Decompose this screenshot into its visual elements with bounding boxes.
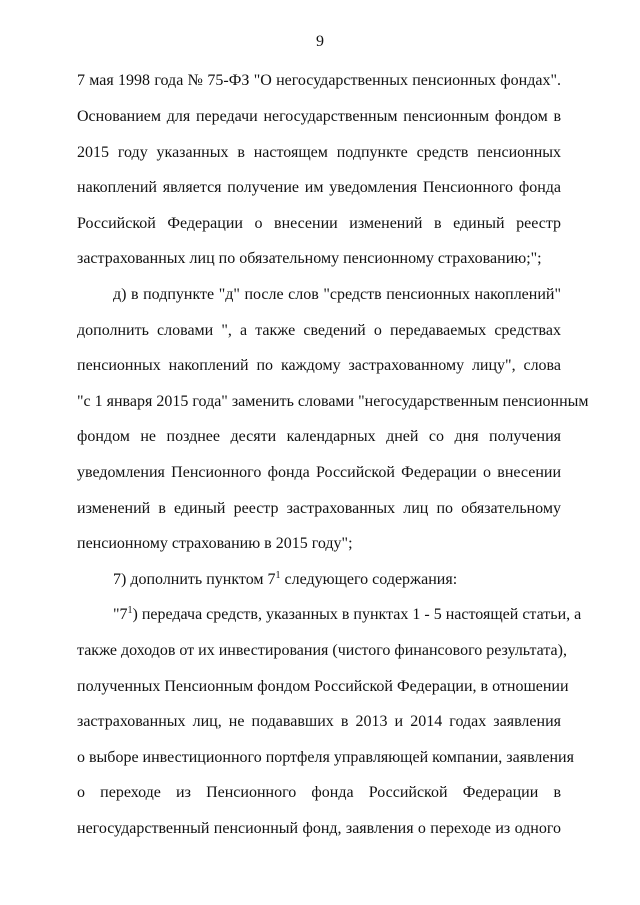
paragraph-4-superscript: 1 — [127, 605, 133, 616]
paragraph-1-line-5: Российской Федерации о внесении изменений в единый реестр — [77, 215, 561, 232]
paragraph-4-line-5: о выборе инвестиционного портфеля управляющей компании, заявления — [77, 749, 574, 766]
paragraph-1-line-1: 7 мая 1998 года № 75-ФЗ "О негосударственных пенсионных фондах". — [77, 72, 561, 89]
paragraph-3 — [113, 570, 561, 590]
page-number: 9 — [316, 33, 324, 50]
paragraph-4-line-1 — [113, 605, 582, 625]
paragraph-2-line-1: д) в подпункте "д" после слов "средств пенсионных накоплений" — [113, 286, 561, 303]
paragraph-4-line-7: негосударственный пенсионный фонд, заявления о переходе из одного — [77, 820, 561, 837]
paragraph-4-line-6: о переходе из Пенсионного фонда Российской Федерации в — [77, 784, 561, 801]
paragraph-2-line-2: дополнить словами ", а также сведений о передаваемых средствах — [77, 322, 561, 339]
paragraph-2-line-3: пенсионных накоплений по каждому застрахованному лицу", слова — [77, 357, 561, 374]
paragraph-4-line-3: полученных Пенсионным фондом Российской Федерации, в отношении — [77, 678, 569, 695]
paragraph-1-line-2: Основанием для передачи негосударственным пенсионным фондом в — [77, 108, 561, 125]
paragraph-3-text-after: следующего содержания: — [280, 571, 458, 588]
paragraph-3-text-before: 7) дополнить пунктом 7 — [113, 571, 276, 588]
paragraph-2-line-7: изменений в единый реестр застрахованных лиц по обязательному — [77, 500, 561, 517]
paragraph-2-line-8: пенсионному страхованию в 2015 году"; — [77, 535, 353, 552]
paragraph-1-line-6: застрахованных лиц по обязательному пенсионному страхованию;"; — [77, 250, 542, 267]
paragraph-2-line-5: фондом не позднее десяти календарных дней со дня получения — [77, 428, 561, 445]
paragraph-4-text-before: "7 — [113, 606, 128, 623]
paragraph-1-line-3: 2015 году указанных в настоящем подпункте средств пенсионных — [77, 144, 561, 161]
paragraph-4-line-4: застрахованных лиц, не подававших в 2013 и 2014 годах заявления — [77, 713, 561, 730]
paragraph-2-line-6: уведомления Пенсионного фонда Российской Федерации о внесении — [77, 464, 561, 481]
paragraph-1-line-4: накоплений является получение им уведомления Пенсионного фонда — [77, 179, 561, 196]
paragraph-4-text-after: ) передача средств, указанных в пунктах 1 - 5 настоящей статьи, а — [132, 606, 582, 623]
paragraph-3-superscript: 1 — [275, 570, 281, 581]
paragraph-2-line-4: "с 1 января 2015 года" заменить словами "негосударственным пенсионным — [77, 393, 589, 410]
paragraph-4-line-2: также доходов от их инвестирования (чистого финансового результата), — [77, 642, 567, 659]
